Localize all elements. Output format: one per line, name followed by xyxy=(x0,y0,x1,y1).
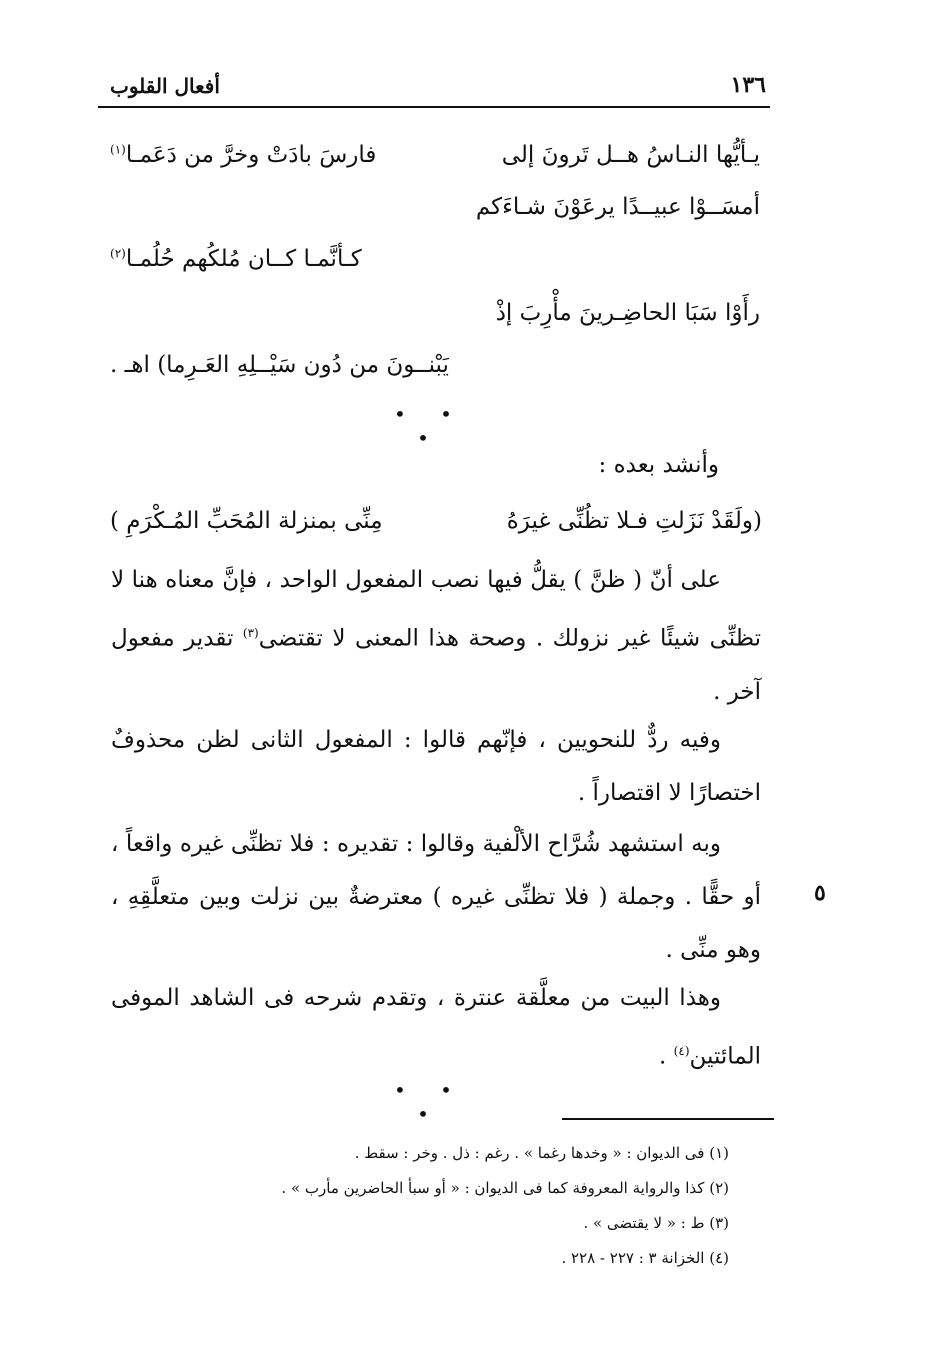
verse-2 xyxy=(110,508,762,548)
hemistich-left-text: فارسَ بادَتْ وخرَّ من دَعَمـا xyxy=(125,142,377,168)
hemistich-right: يـأيُّها النـاسُ هــل تَرونَ إلى xyxy=(501,142,760,168)
paragraph-1 xyxy=(111,554,761,719)
hemistich-left: يَبْنــونَ من دُون سَيْــلِهِ العَـرِما) اهـ . xyxy=(110,352,449,378)
hemistich-left-text: كـأنَّمـا كــان مُلكُهم حُلُمـا xyxy=(125,246,362,272)
poem-line-2 xyxy=(110,194,760,286)
footnote-4: (٤) الخزانة ٣ : ٢٢٧ - ٢٢٨ . xyxy=(561,1249,729,1267)
hemistich-left: مِنِّى بمنزلة المُحَبِّ المُـكْرَمِ ) xyxy=(110,508,383,534)
footnote-ref-4: (٤) xyxy=(673,1044,690,1058)
intro-line: وأنشد بعده : xyxy=(598,452,719,478)
paragraph-4 xyxy=(111,972,761,1084)
footnote-ref-2: (٢) xyxy=(110,246,126,261)
page-header xyxy=(110,72,766,102)
paragraph-4-text-end: . xyxy=(659,1043,674,1070)
footnote-ref-3: (٣) xyxy=(242,626,259,640)
footnote-ref-1: (١) xyxy=(110,142,126,157)
paragraph-1-text: على أنّ ( ظنَّ ) يقلُّ فيها نصب المفعول الواحد ، فإنَّ معناه هنا لا تظنِّى شيئًا غير نزولك . وصحة هذا المعنى لا تقتضى xyxy=(111,567,762,652)
hemistich-right: أمسَــوْا عبيــدًا يرعَوْنَ شـاءَكم xyxy=(475,194,760,220)
paragraph-4-text: وهذا البيت من معلَّقة عنترة ، وتقدم شرحه فى الشاهد الموفى المائتين xyxy=(111,985,761,1070)
page-number: ١٣٦ xyxy=(730,72,766,98)
poem-line-3 xyxy=(110,300,760,392)
running-title: أفعال القلوب xyxy=(110,74,220,98)
paragraph-1-text-end: تقدير مفعول آخر . xyxy=(111,625,761,705)
footnotes xyxy=(169,1136,729,1276)
section-separator-1: • • • xyxy=(394,402,466,450)
footnote-3: (٣) ط : « لا يقتضى » . xyxy=(583,1214,729,1232)
hemistich-left xyxy=(110,246,362,272)
header-rule xyxy=(98,106,770,108)
poem-line-1 xyxy=(110,142,760,182)
hemistich-left xyxy=(110,142,376,168)
margin-line-number: ٥ xyxy=(814,880,826,906)
section-separator-2: • • • xyxy=(394,1078,466,1126)
hemistich-right: (ولَقَدْ نَزَلتِ فـلا تظُنِّى غيرَهُ xyxy=(506,508,762,534)
footnote-rule xyxy=(562,1118,774,1120)
footnote-2: (٢) كذا والرواية المعروفة كما فى الديوان : « أو سبأ الحاضرين مأرب » . xyxy=(281,1179,729,1197)
paragraph-3: وبه استشهد شُرَّاح الألْفية وقالوا : تقديره : فلا تظنِّى غيره واقعاً ، أو حقًّا . وجملة ( فلا تظنِّى غيره ) معترضةٌ بين نزلت وبين متعلَّقِهِ ، وهو منِّى . xyxy=(111,831,761,963)
hemistich-right: رأَوْا سَبَا الحاضِـرينَ مأْرِبَ إذْ xyxy=(495,300,760,326)
footnote-1: (١) فى الديوان : « وخدها رغما » . رغم : ذل . وخر : سقط . xyxy=(354,1144,729,1162)
paragraph-2: وفيه ردٌّ للنحويين ، فإنّهم قالوا : المفعول الثانى لظن محذوفٌ اختصارًا لا اقتصاراً . xyxy=(111,727,761,806)
